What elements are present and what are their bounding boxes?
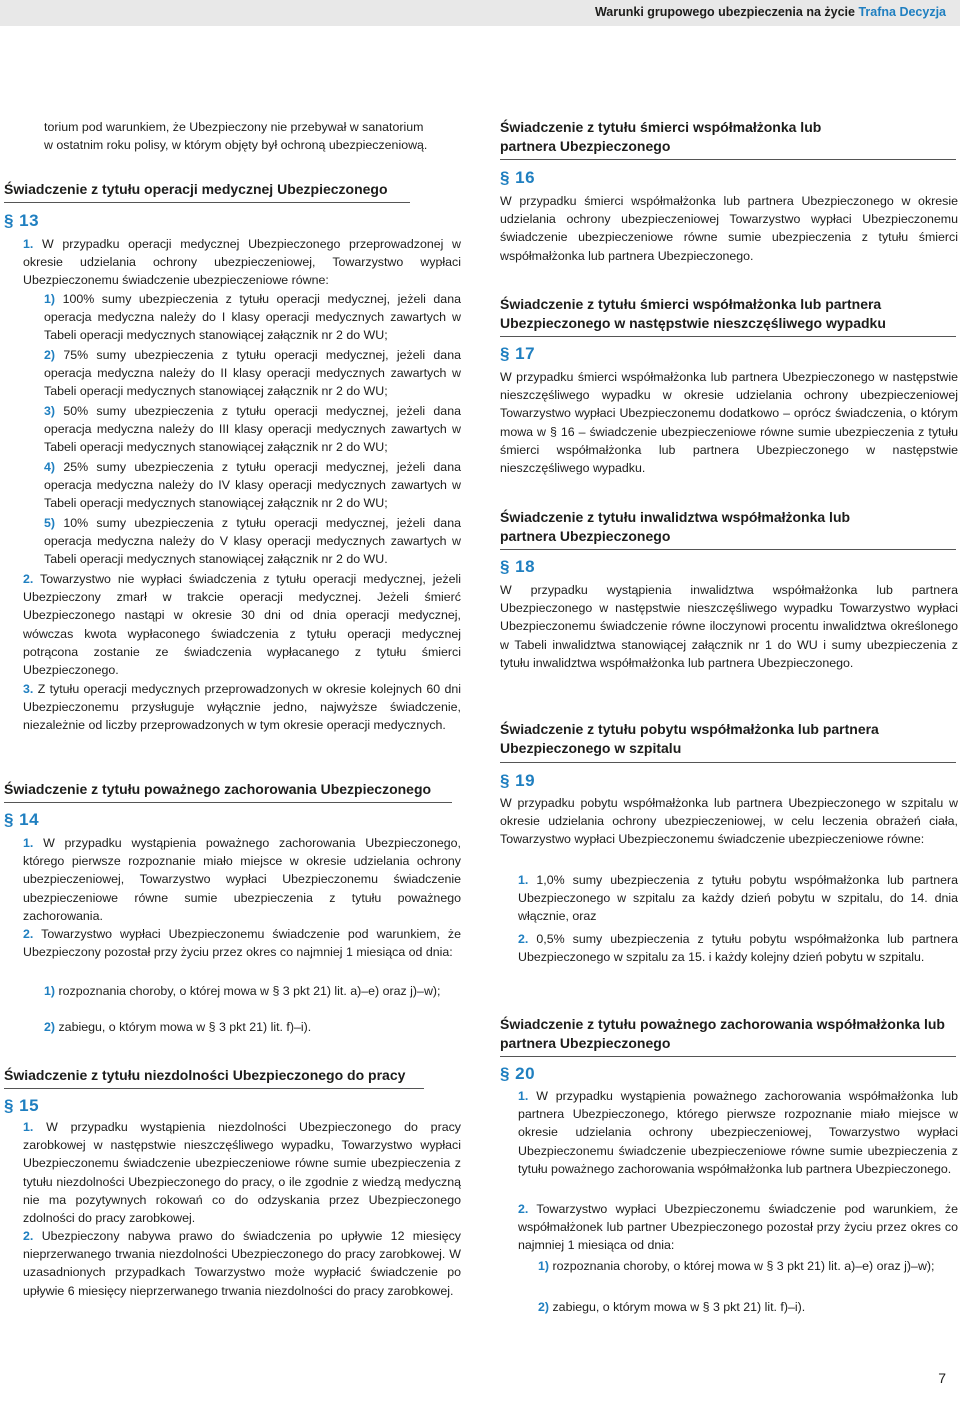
list-item-text: zabiegu, o którym mowa w § 3 pkt 21) lit. f)–i).: [58, 1020, 312, 1034]
par-20-item-2: [538, 1298, 958, 1316]
heading-par-16: Świadczenie z tytułu śmierci współmałżonka lub partnera Ubezpieczonego: [500, 119, 822, 154]
par-19-text: W przypadku pobytu współmałżonka lub partnera Ubezpieczonego w szpitalu w okresie udzielania ochrony ubezpieczeniowej, w celu leczenia obrażeń ciała, Towarzystwo wypłaci Ubezpieczonemu świadczenie ubezpieczeniowe równe:: [500, 796, 958, 847]
list-number: 2.: [518, 1202, 529, 1216]
par-13-point-3: [23, 680, 461, 735]
section-mark-13: § 13: [4, 211, 40, 230]
list-number: 1.: [518, 873, 529, 887]
list-item-text: rozpoznania choroby, o której mowa w § 3 pkt 21) lit. a)–e) oraz j)–w);: [552, 1259, 935, 1273]
par-13-item-3: [44, 402, 461, 457]
par-14-item-1: [44, 982, 461, 1000]
list-item-text: 10% sumy ubezpieczenia z tytułu operacji medycznej, jeżeli dana operacja medyczna należy do V klasy operacji medycznych zawartych w Tabeli operacji medycznych stanowiącej załącznik nr 2 do WU.: [44, 516, 461, 567]
par-14-point-1: [23, 834, 461, 925]
list-item-text: 0,5% sumy ubezpieczenia z tytułu pobytu współmałżonka lub partnera Ubezpieczonego w szpitalu za 15. i każdy kolejny dzień pobytu w szpitalu.: [518, 932, 958, 965]
heading-rule: [500, 762, 956, 763]
section-mark-18: § 18: [500, 557, 536, 576]
list-item-text: 100% sumy ubezpieczenia z tytułu operacji medycznej, jeżeli dana operacja medyczna należy do I klasy operacji medycznych zawartych w Tabeli operacji medycznych stanowiącej załącznik nr 2 do WU;: [44, 292, 461, 343]
paragraph-text: Z tytułu operacji medycznych przeprowadzonych w okresie kolejnych 60 dni Ubezpieczonemu przysługuje wyłącznie jedno, najwyższe świadczenie, niezależnie od liczby przeprowadzonych w tym okresie operacji medycznych.: [23, 682, 461, 733]
list-item-text: 75% sumy ubezpieczenia z tytułu operacji medycznej, jeżeli dana operacja medyczna należy do II klasy operacji medycznych zawartych w Tabeli operacji medycznych stanowiącej załącznik nr 2 do WU;: [44, 348, 461, 399]
heading-rule: [500, 1056, 956, 1057]
par-20-point-2: [518, 1200, 958, 1255]
par-20-item-1: [538, 1257, 958, 1275]
paragraph-text: Towarzystwo nie wypłaci świadczenia z tytułu operacji medycznej, jeżeli Ubezpieczony zmarł w trakcie operacji medycznej. Jeżeli śmierć Ubezpieczonego nastąpi w okresie 30 dni od dnia operacji medycznej, wówczas kwota wypłaconego świadczenia z tytułu operacji medycznej potrącona zostanie ze świadczenia wypłacanego z tytułu śmierci Ubezpieczonego.: [23, 572, 461, 678]
par-13-item-4: [44, 458, 461, 513]
par-13-item-1: [44, 290, 461, 345]
list-number: 2): [538, 1300, 550, 1314]
section-mark-20: § 20: [500, 1064, 536, 1083]
heading-par-19: Świadczenie z tytułu pobytu współmałżonka lub partnera Ubezpieczonego w szpitalu: [500, 721, 879, 756]
list-item-text: zabiegu, o którym mowa w § 3 pkt 21) lit. f)–i).: [552, 1300, 806, 1314]
continuation-text: [44, 118, 464, 154]
heading-par-14: Świadczenie z tytułu poważnego zachorowania Ubezpieczonego: [4, 781, 432, 797]
heading-par-13: Świadczenie z tytułu operacji medycznej Ubezpieczonego: [4, 181, 388, 197]
list-number: 2): [44, 348, 56, 362]
list-item-text: rozpoznania choroby, o której mowa w § 3 pkt 21) lit. a)–e) oraz j)–w);: [58, 984, 441, 998]
list-number: 1): [44, 292, 56, 306]
heading-rule: [500, 549, 956, 550]
par-14-item-2: [44, 1018, 461, 1036]
heading-rule: [4, 1088, 424, 1089]
heading-par-18: Świadczenie z tytułu inwalidztwa współmałżonka lub partnera Ubezpieczonego: [500, 509, 851, 544]
par-16-text: W przypadku śmierci współmałżonka lub partnera Ubezpieczonego w okresie udzielania ochrony ubezpieczeniowej Towarzystwo wypłaci Ubezpieczonemu świadczenie ubezpieczeniowe równe sumie ubezpieczenia z tytułu śmierci współmałżonka lub partnera Ubezpieczonego.: [500, 194, 958, 263]
section-mark-17: § 17: [500, 344, 536, 363]
heading-rule: [500, 336, 956, 337]
section-mark-19: § 19: [500, 771, 536, 790]
heading-par-15: Świadczenie z tytułu niezdolności Ubezpieczonego do pracy: [4, 1067, 406, 1083]
par-14-point-2: [23, 925, 461, 961]
par-13-point-2: [23, 570, 461, 679]
list-item-text: 50% sumy ubezpieczenia z tytułu operacji medycznej, jeżeli dana operacja medyczna należy do III klasy operacji medycznych zawartych w Tabeli operacji medycznych stanowiącej załącznik nr 2 do WU;: [44, 404, 461, 455]
continuation-line-1: torium pod warunkiem, że Ubezpieczony nie przebywał w sanatorium: [44, 120, 424, 134]
list-number: 2): [44, 1020, 56, 1034]
par-13-point-1: [23, 235, 461, 290]
heading-rule: [4, 802, 452, 803]
par-19-item-1: [518, 871, 958, 926]
list-number: 1): [44, 984, 56, 998]
par-19-item-2: [518, 930, 958, 966]
list-number: 1.: [23, 1120, 34, 1134]
paragraph-text: Ubezpieczony nabywa prawo do świadczenia po upływie 12 miesięcy nieprzerwanego trwania niezdolności Ubezpieczonego do pracy zarobkowej. W uzasadnionych przypadkach Towarzystwo może wypłacić świadczenie po upływie 6 miesięcy nieprzerwanego trwania niezdolności do pracy zarobkowej.: [23, 1229, 461, 1298]
list-number: 4): [44, 460, 56, 474]
list-number: 5): [44, 516, 56, 530]
running-header-bar: [0, 0, 960, 26]
paragraph-text: W przypadku wystąpienia poważnego zachorowania Ubezpieczonego, którego pierwsze rozpoznanie miało miejsce w okresie udzielania ochrony ubezpieczeniowej, Towarzystwo wypłaci Ubezpieczonemu świadczenie ubezpieczeniowe równe sumie ubezpieczenia z tytułu poważnego zachorowania.: [23, 836, 461, 923]
section-mark-15: § 15: [4, 1096, 40, 1115]
paragraph-text: W przypadku wystąpienia niezdolności Ubezpieczonego do pracy zarobkowej w następstwie nieszczęśliwego wypadku, Towarzystwo wypłaci Ubezpieczonemu świadczenie ubezpieczeniowe równe sumie ubezpieczenia z tytułu niezdolności Ubezpieczonego do pracy, o ile zgodnie z wiedzą medyczną nie ma pozytywnych rokowań co do odzyskania przez Ubezpieczonego zdolności do pracy zarobkowej.: [23, 1120, 461, 1226]
list-number: 3): [44, 404, 56, 418]
heading-par-20: Świadczenie z tytułu poważnego zachorowania współmałżonka lub partnera Ubezpieczonego: [500, 1016, 945, 1051]
list-number: 1.: [23, 836, 34, 850]
par-17-text: W przypadku śmierci współmałżonka lub partnera Ubezpieczonego w następstwie nieszczęśliwego wypadku w okresie udzielania ochrony ubezpieczeniowej Towarzystwo wypłaci Ubezpieczonemu dodatkowo – oprócz świadczenia, o którym mowa w § 16 – świadczenie ubezpieczeniowe równe sumie ubezpieczenia z tytułu śmierci współmałżonka lub partnera Ubezpieczonego w następstwie nieszczęśliwego wypadku.: [500, 370, 958, 476]
heading-rule: [500, 159, 956, 160]
par-20-point-1: [518, 1087, 958, 1178]
heading-par-17: Świadczenie z tytułu śmierci współmałżonka lub partnera Ubezpieczonego w następstwie nieszczęśliwego wypadku: [500, 296, 886, 331]
running-header-title: Warunki grupowego ubezpieczenia na życie: [594, 5, 855, 19]
section-mark-14: § 14: [4, 810, 40, 829]
list-item-text: 1,0% sumy ubezpieczenia z tytułu pobytu współmałżonka lub partnera Ubezpieczonego w szpitalu za każdy dzień pobytu w szpitalu, do 14. dnia włącznie, oraz: [518, 873, 958, 924]
paragraph-text: W przypadku wystąpienia poważnego zachorowania współmałżonka lub partnera Ubezpieczonego, którego pierwsze rozpoznanie miało miejsce w okresie udzielania ochrony ubezpieczeniowej, Towarzystwo wypłaci Ubezpieczonemu świadczenie ubezpieczeniowe równe sumie ubezpieczenia z tytułu poważnego zachorowania współmałżonka lub partnera Ubezpieczonego.: [518, 1089, 958, 1176]
par-13-item-5: [44, 514, 461, 569]
par-13-item-2: [44, 346, 461, 401]
par-15-point-1: [23, 1118, 461, 1227]
section-mark-16: § 16: [500, 168, 536, 187]
par-15-point-2: [23, 1227, 461, 1300]
running-header: [595, 5, 946, 19]
list-number: 2.: [23, 927, 34, 941]
page-number: 7: [938, 1370, 946, 1386]
continuation-line-2: w ostatnim roku polisy, w którym objęty był ochroną ubezpieczeniową.: [44, 138, 428, 153]
list-number: 2.: [518, 932, 529, 946]
list-number: 1.: [518, 1089, 529, 1103]
list-item-text: 25% sumy ubezpieczenia z tytułu operacji medycznej, jeżeli dana operacja medyczna należy do IV klasy operacji medycznych zawartych w Tabeli operacji medycznych stanowiącej załącznik nr 2 do WU;: [44, 460, 461, 511]
par-18-text: W przypadku wystąpienia inwalidztwa współmałżonka lub partnera Ubezpieczonego w następstwie nieszczęśliwego wypadku Towarzystwo wypłaci Ubezpieczonemu świadczenie równe iloczynowi procentu inwalidztwa określonego w Tabeli inwalidztwa stanowiącej załącznik nr 1 do WU i sumy ubezpieczenia z tytułu inwalidztwa współmałżonka lub partnera Ubezpieczonego.: [500, 583, 958, 670]
list-number: 2.: [23, 572, 34, 586]
paragraph-text: Towarzystwo wypłaci Ubezpieczonemu świadczenie pod warunkiem, że Ubezpieczony pozostał przy życiu przez okres co najmniej 1 miesiąca od dnia:: [23, 927, 462, 960]
list-number: 2.: [23, 1229, 34, 1243]
paragraph-text: Towarzystwo wypłaci Ubezpieczonemu świadczenie pod warunkiem, że współmałżonek lub partner Ubezpieczonego pozostał przy życiu przez okres co najmniej 1 miesiąca od dnia:: [518, 1202, 958, 1253]
list-number: 3.: [23, 682, 34, 696]
list-number: 1.: [23, 237, 34, 251]
heading-rule: [4, 202, 410, 203]
paragraph-text: W przypadku operacji medycznej Ubezpieczonego przeprowadzonej w okresie udzielania ochrony ubezpieczeniowej, Towarzystwo wypłaci Ubezpieczonemu świadczenie ubezpieczeniowe równe:: [23, 237, 461, 288]
running-header-product: Trafna Decyzja: [858, 5, 946, 19]
list-number: 1): [538, 1259, 550, 1273]
